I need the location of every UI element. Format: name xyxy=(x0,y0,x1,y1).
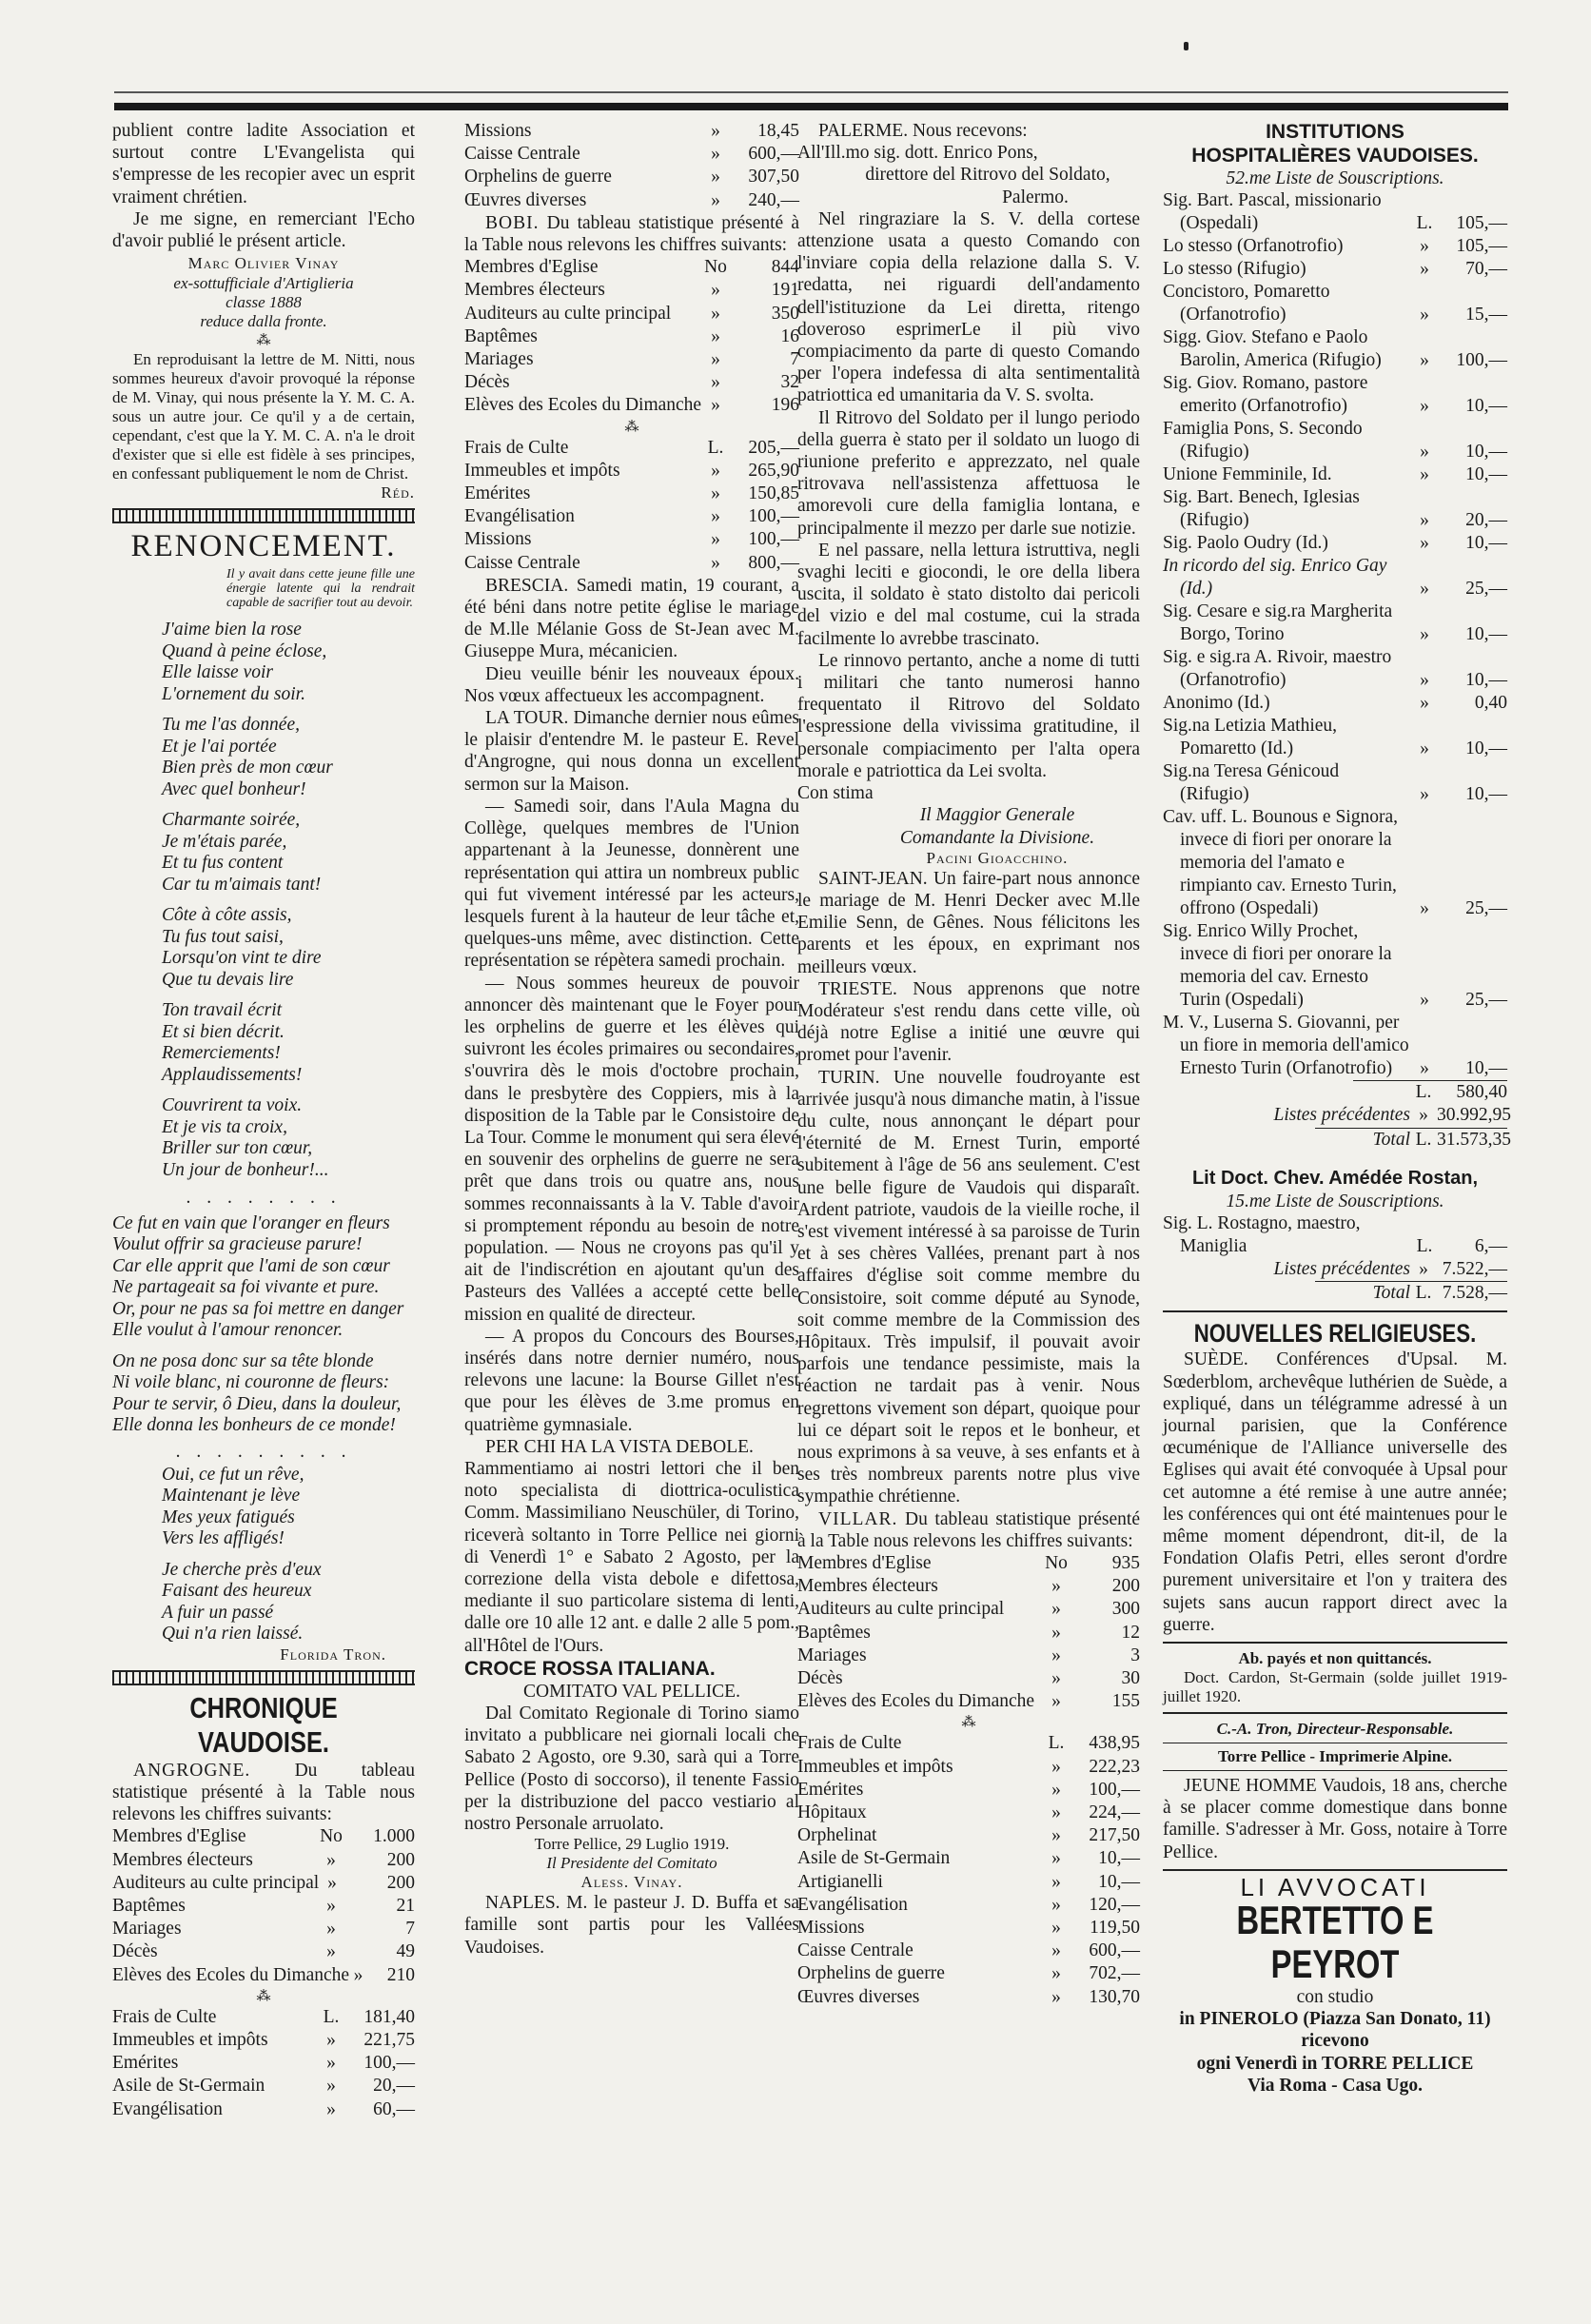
subtotal-row: L. 580,40 xyxy=(1353,1080,1507,1104)
poem-line: Elle voulut à l'amour renoncer. xyxy=(112,1320,344,1341)
poem-line: Or, pour ne pas sa foi mettre en danger xyxy=(112,1298,404,1319)
table-row: Membres d'Eglise No 844 xyxy=(464,257,799,278)
section-divider xyxy=(112,1670,415,1685)
column-4 xyxy=(1163,120,1511,2097)
table-row: Membres électeurs » 191 xyxy=(464,280,799,301)
angrogne-money-table xyxy=(112,2006,415,2121)
ad-line: ogni Venerdì in TORRE PELLICE xyxy=(1196,2053,1474,2074)
bobi-stats-table xyxy=(464,256,799,417)
header-rule-thin xyxy=(114,91,1508,93)
table-row: Elèves des Ecoles du Dimanche » 210 xyxy=(112,1964,415,1985)
table-row: Missions » 18,45 xyxy=(464,121,799,141)
signature-line: reduce dalla fronte. xyxy=(200,312,327,331)
news-latour-3: — Nous sommes heureux de pouvoir annoncer dès maintenant que le Foyer pour les orphelins de guerre et les élèves qui suivront les écoles primaires ou secondaires, s'ouvrira dès le mois d'octobre prochain, dans le presbytère des Coppiers, mis à la disposition de la Table par le Consistoire de La Tour. Comme le monument qui sera élevé en souvenir des orphelins de guerre ne sera prêt que dans trois ou quatre ans, nous sommes reconnaissants à la V. Table d'avoir si promptement répondu au besoin de notre population. — Nous ne croyons pas qu'il y ait de l'indiscrétion en ajoutant qu'un des Pasteurs des Vallées a accepté cette belle mission en qualité de directeur. xyxy=(464,973,799,1325)
poem-epigraph: Il y avait dans cette jeune fille une énergie latente qui la rendrait capable de sacrifier tout au devoir. xyxy=(226,567,415,611)
poem-line: Que tu devais lire xyxy=(162,969,294,990)
poem-line: Oui, ce fut un rêve, xyxy=(162,1464,304,1485)
section-title-chronique: CHRONIQUE VAUDOISE. xyxy=(189,1690,338,1759)
table-row: Elèves des Ecoles du Dimanche » 155 xyxy=(797,1691,1140,1712)
table-row: Auditeurs au culte principal » 200 xyxy=(112,1872,415,1893)
list-item: Sig. Giov. Romano, pastore emerito (Orfanotrofio) » 10,— xyxy=(1163,373,1507,417)
table-row: Mariages » 7 xyxy=(464,349,799,370)
previous-lists-row: Listes précédentes » 30.992,95 xyxy=(1273,1105,1511,1126)
table-row: Immeubles et impôts » 265,90 xyxy=(464,460,799,481)
table-row: Œuvres diverses » 240,— xyxy=(464,189,799,210)
table-row: Evangélisation » 60,— xyxy=(112,2098,415,2119)
place-bobi: BOBI. xyxy=(485,212,540,233)
place-villar: VILLAR. xyxy=(818,1508,898,1529)
table-row: Missions » 100,— xyxy=(464,529,799,550)
angrogne-stats-table xyxy=(112,1825,415,1986)
poem-signature: Florida Tron. xyxy=(280,1645,386,1664)
letter-paragraph: Il Ritrovo del Soldato per il lungo periodo della guerra è stato per il soldato un luogo di riunione preferito e apprezzato, nel quale ritrovava nell'assistenza affettuosa le amorevoli cure della famiglia lontana, e principalmente il mezzo per darle sue notizie. xyxy=(797,407,1140,539)
news-palerme-heading: PALERME. Nous recevons: xyxy=(818,121,1028,141)
poem-dots: . . . . . . . . xyxy=(186,1188,342,1209)
table-row: Membres électeurs » 200 xyxy=(112,1849,415,1870)
poem-line: Je m'étais parée, xyxy=(162,831,287,852)
separator-stars: ⁂ xyxy=(624,419,639,435)
ad-heading: LI AVVOCATI xyxy=(1240,1872,1430,1901)
bobi-money-table xyxy=(464,437,799,575)
section-divider xyxy=(1163,1310,1507,1312)
editor-note: En reproduisant la lettre de M. Nitti, nous sommes heureux d'avoir provoqué la réponse de M. Vinay, qui nous présente la Y. M. C. A. sous un autre jour. Ce qu'il y a de certain, cependant, c'est que la Y. M. C. A. n'a le droit d'exister que si elle est fidèle à ses principes, en confessant publiquement le nom de Christ. xyxy=(112,350,415,483)
table-row: Emérites » 150,85 xyxy=(464,483,799,504)
table-row: Frais de Culte L. 205,— xyxy=(464,437,799,458)
list-item: Sig. L. Rostagno, maestro, Maniglia L. 6,— xyxy=(1163,1213,1507,1257)
table-row: Elèves des Ecoles du Dimanche » 196 xyxy=(464,395,799,416)
list-item: Lo stesso (Rifugio) » 70,— xyxy=(1163,259,1507,280)
poem-line: Et je l'ai portée xyxy=(162,736,277,757)
poem-stanza xyxy=(112,1351,415,1437)
notice-croce-date: Torre Pellice, 29 Luglio 1919. xyxy=(534,1835,730,1854)
table-row: Baptêmes » 21 xyxy=(112,1896,415,1917)
table-row: Auditeurs au culte principal » 350 xyxy=(464,303,799,324)
table-row: Asile de St-Germain » 20,— xyxy=(112,2076,415,2097)
poem-line: Ne partageait sa foi vivante et pure. xyxy=(112,1277,380,1298)
poem-line: Remerciements! xyxy=(162,1043,281,1064)
table-row: Membres électeurs » 200 xyxy=(797,1576,1140,1597)
notice-title-vista: PER CHI HA LA VISTA DEBOLE. xyxy=(485,1436,754,1457)
ink-mark xyxy=(1184,42,1188,50)
poem-dots: . . . . . . . . . xyxy=(175,1441,352,1462)
table-row: Orphelins de guerre » 307,50 xyxy=(464,167,799,187)
poem-line: Faisant des heureux xyxy=(162,1581,312,1602)
poem-stanza xyxy=(112,1560,415,1645)
divider xyxy=(1163,1770,1507,1771)
section-divider xyxy=(1163,1712,1507,1714)
poem-line: Briller sur ton cœur, xyxy=(162,1138,313,1159)
table-row: Décès » 32 xyxy=(464,372,799,393)
notice-croce: Dal Comitato Regionale di Torino siamo invitato a pubblicare nei giornali locali che Sabato 2 Agosto, ore 9.30, sarà qui a Torre Pellice (Posto di soccorso), il tenente Fassio per la distribuzione del pacco vestiario al nostro Personale arruolato. xyxy=(464,1704,799,1835)
intro-paragraph: publient contre ladite Association et surtout contre L'Evangelista qui s'empresse de les recopier avec un esprit vraiment chrétien. xyxy=(112,121,415,207)
column-3 xyxy=(797,120,1140,2009)
table-row: Frais de Culte L. 181,40 xyxy=(112,2006,415,2027)
separator-stars: ⁂ xyxy=(256,333,271,349)
poem-stanza xyxy=(112,1213,415,1342)
poem-stanza xyxy=(112,1095,415,1181)
poem-line: Je cherche près d'eux xyxy=(162,1559,322,1580)
letter-signature: Comandante la Divisione. xyxy=(899,827,1095,848)
table-row: Immeubles et impôts » 222,23 xyxy=(797,1756,1140,1777)
table-row: Membres d'Eglise No 935 xyxy=(797,1553,1140,1573)
editor-line: C.-A. Tron, Directeur-Responsable. xyxy=(1216,1720,1454,1739)
news-brescia: BRESCIA. Samedi matin, 19 courant, a été béni dans notre petite église le mariage de M.lle Mélanie Goss de St-Jean avec M. Giuseppe Mura, mécanicien. xyxy=(464,575,799,662)
poem-stanza xyxy=(112,1000,415,1086)
list-item: M. V., Luserna S. Giovanni, per un fiore in memoria dell'amico Ernesto Turin (Orfanotrofio) » 10,— xyxy=(1163,1013,1507,1079)
list-item: Sig.na Teresa Génicoud (Rifugio) » 10,— xyxy=(1163,761,1507,805)
letter-signature-name: Pacini Gioacchino. xyxy=(926,848,1069,867)
poem-stanza xyxy=(112,905,415,991)
place-angrogne: ANGROGNE. xyxy=(133,1760,251,1781)
column-2 xyxy=(464,120,799,1959)
letter-signature: Il Maggior Generale xyxy=(919,805,1075,826)
letter-address: All'Ill.mo sig. dott. Enrico Pons, xyxy=(797,143,1038,164)
letter-address: direttore del Ritrovo del Soldato, xyxy=(865,165,1110,186)
poem-line: Car tu m'aimais tant! xyxy=(162,874,322,895)
table-row: Immeubles et impôts » 221,75 xyxy=(112,2030,415,2051)
villar-money-table xyxy=(797,1732,1140,2008)
subscriptions-text: Doct. Cardon, St-Germain (solde juillet 1919-juillet 1920. xyxy=(1163,1668,1507,1706)
list-item: Sig. Bart. Benech, Iglesias (Rifugio) » 20,— xyxy=(1163,487,1507,531)
subscription-list-title: 52.me Liste de Souscriptions. xyxy=(1226,168,1444,188)
news-latour-4: — A propos du Concours des Bourses, insérés dans notre dernier numéro, nous relevons une lacune: la Bourse Gillet n'est que pour les élèves de 3.me promus en quatrième gymnasiale. xyxy=(464,1326,799,1435)
printer-line: Torre Pellice - Imprimerie Alpine. xyxy=(1218,1747,1452,1766)
letter-paragraph: Nel ringraziare la S. V. della cortese attenzione usata a questo Comando con l'inviare copia della relazione dalla S. V. redatta, nei riguardi dell'andamento dell'istituzione da Lei diretta, ritengo doveroso esprimerLe il più vivo compiacimento da parte di questo Comando per l'opera indefessa di alta sentimentalità patriottica ed umanitaria da V. S. svolta. xyxy=(797,208,1140,406)
news-stjean: SAINT-JEAN. Un faire-part nous annonce le mariage de M. Henri Decker avec M.lle Emilie Senn, de Gênes. Nous félicitons les parents et les époux, en exprimant nos meilleurs vœux. xyxy=(797,868,1140,977)
news-latour-2: — Samedi soir, dans l'Aula Magna du Collège, quelques membres de l'Union appartenant à la Jeunesse, donnèrent une représentation qui attira un nombreux public qui fut vivement intéressé par les acteurs, lesquels furent à la hauteur de leur tâche et, quelques-uns même, avec distinction. Cette représentation se répètera samedi prochain. xyxy=(464,796,799,972)
poem-line: Ni voile blanc, ni couronne de fleurs: xyxy=(112,1372,390,1393)
poem-stanza xyxy=(112,715,415,800)
poem-line: Couvrirent ta voix. xyxy=(162,1095,303,1116)
poem-line: Pour te servir, ô Dieu, dans la douleur, xyxy=(112,1393,402,1414)
table-row: Caisse Centrale » 600,— xyxy=(797,1940,1140,1961)
poem-line: Applaudissements! xyxy=(162,1064,303,1085)
poem-line: Bien près de mon cœur xyxy=(162,758,333,778)
section-title-nouvelles: NOUVELLES RELIGIEUSES. xyxy=(1193,1319,1477,1349)
poem-line: Mes yeux fatigués xyxy=(162,1507,295,1527)
subscriptions-heading: Ab. payés et non quittancés. xyxy=(1238,1649,1432,1668)
poem-line: Et je vis ta croix, xyxy=(162,1116,287,1137)
poem-line: Charmante soirée, xyxy=(162,810,301,831)
letter-paragraph: Le rinnovo pertanto, anche a nome di tutti i militari che tanto numerosi hanno frequentato il Ritrovo del Soldato l'espressione della vivissima gratitudine, il personale compiacimento per l'alta opera morale e patriottica da Lei svolta. xyxy=(797,650,1140,781)
list-item: Concistoro, Pomaretto (Orfanotrofio) » 15,— xyxy=(1163,282,1507,325)
news-naples: NAPLES. M. le pasteur J. D. Buffa et sa famille sont partis pour les Vallées Vaudoises. xyxy=(464,1893,799,1958)
poem-line: L'ornement du soir. xyxy=(162,683,305,704)
poem-line: Tu fus tout saisi, xyxy=(162,926,284,947)
table-row: Caisse Centrale » 800,— xyxy=(464,552,799,573)
list-item: Anonimo (Id.) » 0,40 xyxy=(1163,693,1507,714)
section-title-institutions: INSTITUTIONS xyxy=(1266,121,1404,143)
list-item: Sig.na Letizia Mathieu, Pomaretto (Id.) » 10,— xyxy=(1163,716,1507,759)
table-row: Caisse Centrale » 600,— xyxy=(464,144,799,165)
poem-line: Côte à côte assis, xyxy=(162,905,292,926)
list-item: Sigg. Giov. Stefano e Paolo Barolin, America (Rifugio) » 100,— xyxy=(1163,327,1507,371)
table-row: Décès » 30 xyxy=(797,1668,1140,1689)
previous-lists-row: Listes précédentes » 7.522,— xyxy=(1273,1259,1507,1280)
table-row: Emérites » 100,— xyxy=(797,1779,1140,1800)
poem-line: Tu me l'as donnée, xyxy=(162,715,300,736)
classified-ad: JEUNE HOMME Vaudois, 18 ans, cherche à se placer comme domestique dans bonne famille. S'adresser à Mr. Goss, notaire à Torre Pellice. xyxy=(1163,1776,1507,1862)
news-suede: SUÈDE. Conférences d'Upsal. M. Sœderblom, archevêque luthérien de Suède, a expliqué, dans un télégramme adressé à un journal parisien, que la Conférence œcuménique de l'Alliance universelle des Eglises qui avait été convoquée à Upsal pour cet automne a été remise à une autre année; les conférences qui ont été maintenues pour le même moment dépendront, dit-il, de la Fondation Olafis Petri, elles seront d'ordre purement universitaire et l'on y traitera des sujets sans aucun rapport direct avec la guerre. xyxy=(1163,1349,1507,1635)
bobi-text: Du tableau statistique présenté à la Table nous relevons les chiffres suivants: xyxy=(464,212,799,256)
notice-vista: Rammentiamo ai nostri lettori che il ben noto specialista di diottrica-oculistica Comm. Massimiliano Neuschüler, di Torino, riceverà soltanto in Torre Pellice nei giorni di Venerdì 1° e Sabato 2 Agosto, per la correzione della vista debole e difettosa, mediante il suo particolare sistema di lenti, dalle ore 10 alle 12 ant. e dalle 2 alle 5 pom., all'Hôtel de l'Ours. xyxy=(464,1458,799,1656)
villar-text: Du tableau statistique présenté à la Table nous relevons les chiffres suivants: xyxy=(797,1508,1140,1551)
table-row: Mariages » 3 xyxy=(797,1645,1140,1665)
news-brescia-2: Dieu veuille bénir les nouveaux époux. Nos vœux affectueux les accompagnent. xyxy=(464,663,799,706)
table-row: Auditeurs au culte principal » 300 xyxy=(797,1599,1140,1620)
table-row: Œuvres diverses » 130,70 xyxy=(797,1986,1140,2007)
ad-line: con studio xyxy=(1296,1987,1374,2008)
table-row: Décès » 49 xyxy=(112,1941,415,1962)
intro-paragraph: Je me signe, en remerciant l'Echo d'avoir publié le présent article. xyxy=(112,208,415,252)
table-row: Evangélisation » 100,— xyxy=(464,506,799,527)
news-trieste: TRIESTE. Nous apprenons que notre Modérateur s'est rendu dans cette ville, où déjà notre Eglise a initié une œuvre qui promet pour l'avenir. xyxy=(797,978,1140,1066)
poem-stanza xyxy=(112,620,415,705)
table-row: Evangélisation » 120,— xyxy=(797,1894,1140,1915)
table-row: Orphelins de guerre » 702,— xyxy=(797,1963,1140,1984)
notice-croce-sig-name: Aless. Vinay. xyxy=(580,1873,683,1892)
subscription-list-title: 15.me Liste de Souscriptions. xyxy=(1226,1191,1444,1211)
ad-line: ricevono xyxy=(1301,2031,1369,2052)
poem-stanza xyxy=(112,1465,415,1550)
poem-line: Elle donna les bonheurs de ce monde! xyxy=(112,1415,396,1436)
poem-line: Ton travail écrit xyxy=(162,1000,283,1021)
poem-line: Vers les affligés! xyxy=(162,1528,285,1549)
table-row: Emérites » 100,— xyxy=(112,2053,415,2074)
notice-subtitle-croce: COMITATO VAL PELLICE. xyxy=(523,1681,740,1702)
ad-line: Via Roma - Casa Ugo. xyxy=(1247,2075,1423,2096)
notice-croce-sig: Il Presidente del Comitato xyxy=(546,1854,717,1873)
letter-paragraph: E nel passare, nella lettura istruttiva, negli svaghi leciti e giocondi, le ore della libera uscita, il soldato è stato distolto dai pericoli del vizio e del mal costume, cui la strada facilmente lo avrebbe trascinato. xyxy=(797,540,1140,649)
list-item: Cav. uff. L. Bounous e Signora, invece di fiori per onorare la memoria del l'amato e rimpianto cav. Ernesto Turin, offrono (Ospedali) » 25,— xyxy=(1163,807,1507,919)
letter-closing: Con stima xyxy=(797,783,874,804)
villar-stats-table xyxy=(797,1552,1140,1713)
money-table xyxy=(464,120,799,212)
signature-line: classe 1888 xyxy=(226,293,302,312)
poem-line: Et si bien décrit. xyxy=(162,1021,285,1042)
editor-signature: Réd. xyxy=(381,483,415,502)
table-row: Missions » 119,50 xyxy=(797,1918,1140,1939)
list-item: In ricordo del sig. Enrico Gay (Id.) » 25,— xyxy=(1163,556,1507,600)
list-item: Unione Femminile, Id. » 10,— xyxy=(1163,464,1507,485)
letter-address: Palermo. xyxy=(1002,187,1069,207)
list-item: Famiglia Pons, S. Secondo (Rifugio) » 10,— xyxy=(1163,419,1507,463)
ad-firm-name: BERTETTO E PEYROT xyxy=(1236,1898,1434,1987)
signature-line: ex-sottufficiale d'Artiglieria xyxy=(173,274,354,293)
poem-stanza xyxy=(112,810,415,896)
section-title-rostan: Lit Doct. Chev. Amédée Rostan, xyxy=(1191,1167,1479,1189)
poem-line: Un jour de bonheur!... xyxy=(162,1159,329,1180)
donor-list xyxy=(1163,189,1507,1080)
separator-stars: ⁂ xyxy=(961,1715,976,1731)
section-divider xyxy=(1163,1642,1507,1644)
table-row: Orphelinat » 217,50 xyxy=(797,1825,1140,1846)
poem-line: Maintenant je lève xyxy=(162,1486,301,1507)
poem-line: Voulut offrir sa gracieuse parure! xyxy=(112,1234,363,1255)
news-latour: LA TOUR. Dimanche dernier nous eûmes le plaisir d'entendre M. le pasteur E. Revel d'Angrogne, qui nous donna un excellent sermon sur la Maison. xyxy=(464,708,799,795)
total-row: Total L. 7.528,— xyxy=(1315,1281,1507,1305)
table-row: Membres d'Eglise No 1.000 xyxy=(112,1826,415,1847)
section-divider xyxy=(112,508,415,523)
news-turin: TURIN. Une nouvelle foudroyante est arrivée jusqu'à nous dimanche matin, à l'issue du culte, nous annonçant le départ pour l'éternité de M. Ernest Turin, emporté subitement à l'âge de 56 ans seulement. C'est une belle figure de Vaudois qui disparaît. Ardent patriote, vaudois de la vieille roche, il s'est vivement intéressé à sa paroisse de Turin et à ses chères Vallées, prenant part à nos affaires d'église soit comme membre du Consistoire, soit comme député au Synode, soit comme membre de la Commission des Hôpitaux. Très impulsif, il pouvait avoir parfois une tendance pessimiste, mais la réaction ne tardait pas à venir. Nous regrettons vivement son départ, quoique pour lui ce départ soit le repos et le bonheur, et nous exprimons à sa veuve, à ses enfants et à ses très nombreux parents notre plus vive sympathie chrétienne. xyxy=(797,1067,1140,1507)
total-row: Total L. 31.573,35 xyxy=(1315,1128,1507,1152)
table-row: Hôpitaux » 224,— xyxy=(797,1802,1140,1823)
list-item: Sig. e sig.ra A. Rivoir, maestro (Orfanotrofio) » 10,— xyxy=(1163,647,1507,691)
poem-line: Quand à peine éclose, xyxy=(162,640,327,661)
ad-line: in PINEROLO (Piazza San Donato, 11) xyxy=(1179,2009,1491,2030)
section-divider xyxy=(1163,1869,1507,1871)
table-row: Asile de St-Germain » 10,— xyxy=(797,1848,1140,1869)
column-1 xyxy=(112,120,415,2121)
list-item: Sig. Bart. Pascal, missionario (Ospedali) L. 105,— xyxy=(1163,190,1507,234)
poem-line: Elle laisse voir xyxy=(162,662,273,683)
list-item: Sig. Cesare e sig.ra Margherita Borgo, Torino » 10,— xyxy=(1163,601,1507,645)
poem-line: Car elle apprit que l'ami de son cœur xyxy=(112,1255,390,1276)
table-row: Baptêmes » 16 xyxy=(464,325,799,346)
poem-line: Avec quel bonheur! xyxy=(162,778,306,799)
header-rule xyxy=(114,103,1508,110)
separator-stars: ⁂ xyxy=(256,1988,271,2004)
poem-line: J'aime bien la rose xyxy=(162,620,302,640)
poem-title: RENONCEMENT. xyxy=(130,529,397,564)
poem-line: Lorsqu'on vint te dire xyxy=(162,948,322,969)
poem-line: A fuir un passé xyxy=(162,1602,274,1623)
list-item: Sig. Paolo Oudry (Id.) » 10,— xyxy=(1163,533,1507,554)
poem-line: Et tu fus content xyxy=(162,853,284,874)
table-row: Mariages » 7 xyxy=(112,1919,415,1940)
poem-line: On ne posa donc sur sa tête blonde xyxy=(112,1350,374,1371)
list-item: Sig. Enrico Willy Prochet, invece di fiori per onorare la memoria del cav. Ernesto Turin (Ospedali) » 25,— xyxy=(1163,921,1507,1011)
notice-title-croce: CROCE ROSSA ITALIANA. xyxy=(464,1657,716,1680)
poem-line: Ce fut en vain que l'oranger en fleurs xyxy=(112,1212,390,1233)
section-title-institutions-2: HOSPITALIÈRES VAUDOISES. xyxy=(1191,145,1479,167)
list-item: Lo stesso (Orfanotrofio) » 105,— xyxy=(1163,236,1507,257)
angrogne-text: Du tableau statistique présenté à la Table nous relevons les chiffres suivants: xyxy=(112,1760,415,1825)
signature-name: Marc Olivier Vinay xyxy=(187,254,340,273)
table-row: Frais de Culte L. 438,95 xyxy=(797,1733,1140,1754)
poem-line: Qui n'a rien laissé. xyxy=(162,1624,304,1645)
table-row: Baptêmes » 12 xyxy=(797,1622,1140,1643)
table-row: Artigianelli » 10,— xyxy=(797,1871,1140,1892)
